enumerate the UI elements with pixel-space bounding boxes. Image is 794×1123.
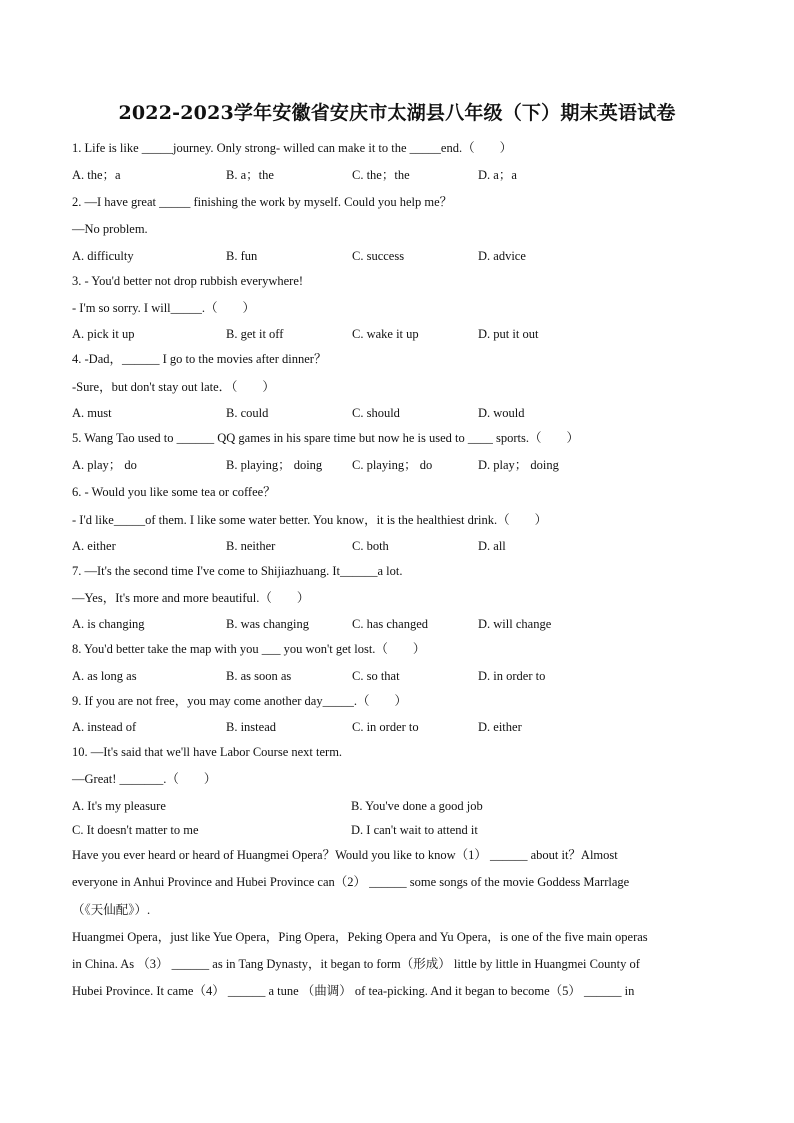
question-1-stem: 1. Life is like _____journey. Only strong- willed can make it to the _____end.（ ） <box>72 141 513 155</box>
question-8-option-b[interactable]: B. as soon as <box>226 669 292 683</box>
question-2-option-d[interactable]: D. advice <box>478 249 526 263</box>
passage-line-2: everyone in Anhui Province and Hubei Province can（2） ______ some songs of the movie Goddess Marrlage <box>72 875 630 889</box>
question-8-option-c[interactable]: C. so that <box>352 669 400 683</box>
question-5-option-c[interactable]: C. playing； do <box>352 458 433 472</box>
passage-line-1: Have you ever heard or heard of Huangmei Opera？Would you like to know（1） ______ about it？Almost <box>72 848 618 862</box>
question-10-option-d[interactable]: D. I can't wait to attend it <box>351 823 478 837</box>
question-3-option-b[interactable]: B. get it off <box>226 327 284 341</box>
question-6-stem: 6. - Would you like some tea or coffee？ <box>72 485 276 499</box>
question-2-option-c[interactable]: C. success <box>352 249 405 263</box>
question-10-option-b[interactable]: B. You've done a good job <box>351 799 483 813</box>
question-8-option-d[interactable]: D. in order to <box>478 669 546 683</box>
question-5-option-b[interactable]: B. playing； doing <box>226 458 323 472</box>
question-2-option-a[interactable]: A. difficulty <box>72 249 134 263</box>
question-6-option-a[interactable]: A. either <box>72 539 116 553</box>
question-6-option-d[interactable]: D. all <box>478 539 506 553</box>
question-10-option-a[interactable]: A. It's my pleasure <box>72 799 166 813</box>
passage-line-4: Huangmei Opera，just like Yue Opera，Ping Opera，Peking Opera and Yu Opera，is one of the five main operas <box>72 930 648 944</box>
question-5-option-a[interactable]: A. play； do <box>72 458 137 472</box>
passage-line-6: Hubei Province. It came（4） ______ a tune （曲调） of tea-picking. And it began to become（5） ______ in <box>72 984 635 998</box>
question-4-option-d[interactable]: D. would <box>478 406 525 420</box>
question-7-option-c[interactable]: C. has changed <box>352 617 429 631</box>
question-8-stem: 8. You'd better take the map with you ___ you won't get lost.（ ） <box>72 642 426 656</box>
question-9-stem: 9. If you are not free，you may come another day_____.（ ） <box>72 694 407 708</box>
question-1-option-b[interactable]: B. a；the <box>226 168 274 182</box>
question-9-option-a[interactable]: A. instead of <box>72 720 137 734</box>
question-7-option-b[interactable]: B. was changing <box>226 617 309 631</box>
passage-line-5: in China. As （3） ______ as in Tang Dynasty，it began to form（形成） little by little in Huangmei County of <box>72 957 640 971</box>
question-7-option-a[interactable]: A. is changing <box>72 617 145 631</box>
question-1-option-a[interactable]: A. the；a <box>72 168 121 182</box>
question-3-option-d[interactable]: D. put it out <box>478 327 539 341</box>
passage-line-3: （《天仙配》）. <box>72 903 151 917</box>
question-4-stem: 4. -Dad，______ I go to the movies after dinner？ <box>72 352 327 366</box>
question-10-stem: 10. —It's said that we'll have Labor Course next term. <box>72 745 343 759</box>
question-4-option-c[interactable]: C. should <box>352 406 400 420</box>
question-10-option-c[interactable]: C. It doesn't matter to me <box>72 823 199 837</box>
question-3-response: - I'm so sorry. I will_____.（ ） <box>72 301 256 315</box>
question-8-option-a[interactable]: A. as long as <box>72 669 137 683</box>
question-7-response: —Yes，It's more and more beautiful.（ ） <box>72 591 310 605</box>
question-3-option-a[interactable]: A. pick it up <box>72 327 135 341</box>
question-6-option-b[interactable]: B. neither <box>226 539 276 553</box>
question-2-option-b[interactable]: B. fun <box>226 249 258 263</box>
question-3-stem: 3. - You'd better not drop rubbish everywhere! <box>72 274 304 288</box>
question-9-option-b[interactable]: B. instead <box>226 720 276 734</box>
question-1-option-d[interactable]: D. a；a <box>478 168 517 182</box>
exam-title: 2022-2023学年安徽省安庆市太湖县八年级（下）期末英语试卷 <box>118 102 676 124</box>
question-9-option-c[interactable]: C. in order to <box>352 720 419 734</box>
question-3-option-c[interactable]: C. wake it up <box>352 327 419 341</box>
question-6-option-c[interactable]: C. both <box>352 539 389 553</box>
question-5-option-d[interactable]: D. play； doing <box>478 458 559 472</box>
question-2-response: —No problem. <box>72 222 148 236</box>
question-1-option-c[interactable]: C. the；the <box>352 168 410 182</box>
question-7-stem: 7. —It's the second time I've come to Shijiazhuang. It______a lot. <box>72 564 403 578</box>
question-4-option-a[interactable]: A. must <box>72 406 112 420</box>
question-4-response: -Sure，but don't stay out late．（ ） <box>72 380 275 394</box>
question-4-option-b[interactable]: B. could <box>226 406 269 420</box>
question-10-response: —Great! _______.（ ） <box>72 772 217 786</box>
question-2-stem: 2. —I have great _____ finishing the work by myself. Could you help me？ <box>72 195 453 209</box>
question-6-response: - I'd like_____of them. I like some water better. You know，it is the healthiest drink.（ ） <box>72 513 548 527</box>
question-5-stem: 5. Wang Tao used to ______ QQ games in his spare time but now he is used to ____ sports.（ ） <box>72 431 579 445</box>
question-7-option-d[interactable]: D. will change <box>478 617 552 631</box>
question-9-option-d[interactable]: D. either <box>478 720 522 734</box>
